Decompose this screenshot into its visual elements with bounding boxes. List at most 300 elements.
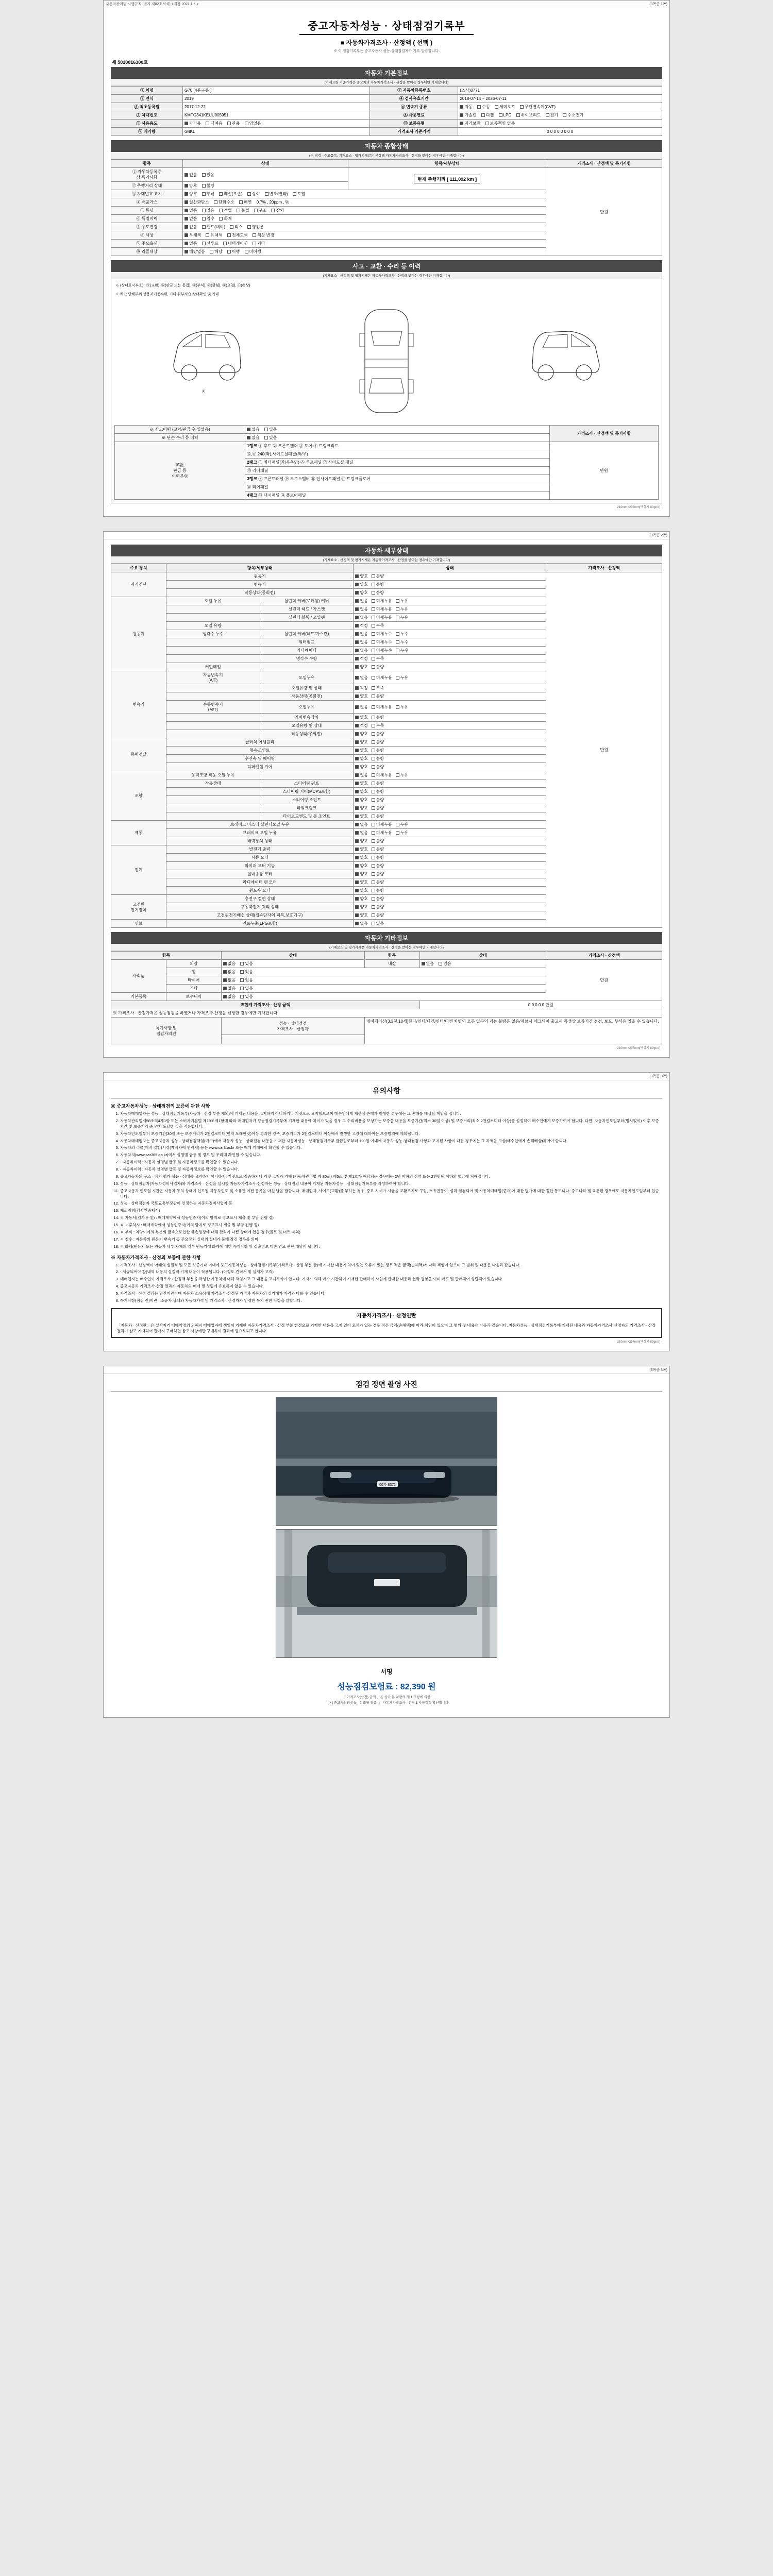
option[interactable]: 양호 [355,855,367,860]
option[interactable]: 없음 [247,427,259,432]
checkbox-icon[interactable] [372,632,375,636]
checkbox-icon[interactable] [372,790,375,793]
option[interactable]: 없음 [184,208,197,213]
option[interactable]: 없음 [223,994,236,999]
checkbox-icon[interactable] [372,705,375,709]
option[interactable]: 부족 [372,685,384,691]
option[interactable]: 불량 [372,789,384,794]
option[interactable]: 있음 [240,977,253,983]
checkbox-icon[interactable] [223,962,227,965]
option[interactable]: 훼손(오손) [219,191,242,197]
checkbox-icon[interactable] [265,192,268,196]
option[interactable]: 내비게이션 [223,241,248,246]
checkbox-icon[interactable] [520,105,524,109]
option[interactable]: 없음 [355,704,367,710]
option[interactable]: 해당없음 [184,249,205,255]
option[interactable]: 양호 [355,846,367,852]
checkbox-icon[interactable] [184,192,188,196]
warranty-option[interactable]: 자가보증 [460,121,480,126]
checkbox-icon[interactable] [184,200,188,204]
checkbox-icon[interactable] [422,962,425,965]
option[interactable]: 있음 [264,435,277,440]
warranty-option[interactable]: 보증책임 없음 [485,121,515,126]
option[interactable]: 미세누유 [372,772,392,778]
checkbox-icon[interactable] [396,640,399,644]
option[interactable]: 렌트(대여) [202,224,225,230]
option[interactable]: 누유 [396,830,408,836]
option[interactable]: 양호 [355,764,367,770]
checkbox-icon[interactable] [372,897,375,901]
option[interactable]: 양호 [355,797,367,803]
option[interactable]: 화재 [219,216,231,222]
option[interactable]: 적법 [219,208,231,213]
option[interactable]: 없음 [422,961,434,967]
option[interactable]: 없음 [355,675,367,681]
checkbox-icon[interactable] [372,782,375,785]
checkbox-icon[interactable] [355,864,359,868]
option[interactable]: 있음 [240,994,253,999]
checkbox-icon[interactable] [202,192,206,196]
option[interactable]: 없음 [223,969,236,975]
checkbox-icon[interactable] [355,649,359,652]
option[interactable]: 불량 [372,693,384,699]
checkbox-icon[interactable] [372,676,375,680]
checkbox-icon[interactable] [372,657,375,660]
option[interactable]: 없음 [247,435,259,440]
option[interactable]: 양호 [355,664,367,670]
option[interactable]: 없음 [355,631,367,637]
option[interactable]: 없음 [355,615,367,620]
checkbox-icon[interactable] [223,978,227,982]
option[interactable]: 양호 [355,715,367,720]
option[interactable]: 부족 [372,723,384,728]
option[interactable]: 적정 [355,623,367,629]
checkbox-icon[interactable] [355,740,359,744]
option[interactable]: 양호 [355,739,367,745]
option[interactable]: 선루프 [202,241,219,246]
option[interactable]: 누수 [396,631,408,637]
fuel-option[interactable]: 가솔린 [460,112,476,118]
checkbox-icon[interactable] [546,113,549,117]
checkbox-icon[interactable] [396,649,399,652]
option[interactable]: 적정 [355,723,367,728]
checkbox-icon[interactable] [247,428,250,431]
option[interactable]: 누유 [396,598,408,604]
checkbox-icon[interactable] [355,880,359,884]
checkbox-icon[interactable] [372,574,375,578]
checkbox-icon[interactable] [355,905,359,909]
checkbox-icon[interactable] [396,676,399,680]
checkbox-icon[interactable] [372,864,375,868]
checkbox-icon[interactable] [460,105,463,109]
checkbox-icon[interactable] [223,242,227,245]
option[interactable]: 없음 [355,822,367,827]
checkbox-icon[interactable] [355,665,359,669]
checkbox-icon[interactable] [202,184,206,188]
checkbox-icon[interactable] [184,225,188,229]
option[interactable]: 있음 [240,969,253,975]
option[interactable]: 양호 [355,756,367,761]
checkbox-icon[interactable] [355,831,359,835]
checkbox-icon[interactable] [372,831,375,835]
checkbox-icon[interactable] [247,436,250,439]
checkbox-icon[interactable] [355,676,359,680]
checkbox-icon[interactable] [355,773,359,777]
checkbox-icon[interactable] [355,686,359,690]
checkbox-icon[interactable] [372,839,375,843]
checkbox-icon[interactable] [563,113,566,117]
checkbox-icon[interactable] [355,815,359,818]
checkbox-icon[interactable] [372,913,375,917]
usage-option[interactable]: 대여용 [206,121,222,126]
option[interactable]: 장치 [271,208,283,213]
checkbox-icon[interactable] [355,806,359,810]
option[interactable]: 매연 [239,199,251,205]
option[interactable]: 불량 [372,814,384,819]
option[interactable]: 양호 [355,781,367,786]
checkbox-icon[interactable] [372,889,375,892]
option[interactable]: 양호 [355,748,367,753]
option[interactable]: 미세누수 [372,631,392,637]
checkbox-icon[interactable] [355,757,359,760]
checkbox-icon[interactable] [396,831,399,835]
checkbox-icon[interactable] [485,122,489,125]
option[interactable]: 누유 [396,704,408,710]
checkbox-icon[interactable] [372,599,375,603]
option[interactable]: 있음 [202,208,214,213]
option[interactable]: 누유 [396,615,408,620]
option[interactable]: 불량 [372,756,384,761]
checkbox-icon[interactable] [372,640,375,644]
option[interactable]: 없음 [355,639,367,645]
checkbox-icon[interactable] [223,970,227,974]
checkbox-icon[interactable] [223,995,227,998]
checkbox-icon[interactable] [372,773,375,777]
option[interactable]: 있음 [264,427,277,432]
option[interactable]: 부족 [372,656,384,662]
option[interactable]: 부식 [202,191,214,197]
checkbox-icon[interactable] [372,922,375,925]
option[interactable]: 불량 [372,912,384,918]
checkbox-icon[interactable] [372,749,375,752]
checkbox-icon[interactable] [355,922,359,925]
checkbox-icon[interactable] [355,640,359,644]
checkbox-icon[interactable] [396,616,399,619]
checkbox-icon[interactable] [355,624,359,628]
checkbox-icon[interactable] [372,624,375,628]
option[interactable]: 양호 [355,838,367,844]
checkbox-icon[interactable] [372,880,375,884]
option[interactable]: 적정 [355,656,367,662]
option[interactable]: 있음 [202,172,214,178]
option[interactable]: 불량 [202,183,214,189]
usage-option[interactable]: 관용 [227,121,240,126]
option[interactable]: 있음 [240,986,253,991]
checkbox-icon[interactable] [184,242,188,245]
checkbox-icon[interactable] [239,200,243,204]
checkbox-icon[interactable] [184,209,188,212]
option[interactable]: 없음 [355,606,367,612]
checkbox-icon[interactable] [184,250,188,253]
checkbox-icon[interactable] [230,225,233,229]
checkbox-icon[interactable] [254,209,258,212]
option[interactable]: 불량 [372,888,384,893]
option[interactable]: 불량 [372,764,384,770]
checkbox-icon[interactable] [240,995,244,998]
option[interactable]: 누수 [396,639,408,645]
checkbox-icon[interactable] [396,705,399,709]
option[interactable]: 이행 [227,249,240,255]
option[interactable]: 양호 [355,912,367,918]
option[interactable]: 불량 [372,863,384,869]
transmission-option[interactable]: 무단변속기(CVT) [520,104,556,110]
option[interactable]: 불량 [372,748,384,753]
option[interactable]: 변조(변타) [265,191,288,197]
option[interactable]: 불량 [372,582,384,587]
checkbox-icon[interactable] [396,632,399,636]
checkbox-icon[interactable] [184,173,188,177]
checkbox-icon[interactable] [372,607,375,611]
option[interactable]: 없음 [355,598,367,604]
checkbox-icon[interactable] [372,806,375,810]
fuel-option[interactable]: LPG [499,113,512,117]
option[interactable]: 있음 [372,921,384,926]
checkbox-icon[interactable] [355,694,359,698]
option[interactable]: 미세누수 [372,648,392,653]
checkbox-icon[interactable] [355,848,359,851]
checkbox-icon[interactable] [240,970,244,974]
usage-option[interactable]: 자가용 [184,121,201,126]
checkbox-icon[interactable] [355,599,359,603]
option[interactable]: 무채색 [184,232,201,238]
option[interactable]: 없음 [355,772,367,778]
checkbox-icon[interactable] [184,217,188,221]
option[interactable]: 탄화수소 [214,199,234,205]
option[interactable]: 없음 [223,986,236,991]
option[interactable]: 미세누유 [372,598,392,604]
option[interactable]: 양호 [355,871,367,877]
checkbox-icon[interactable] [477,105,481,109]
option[interactable]: 없음 [223,977,236,983]
option[interactable]: 없음 [355,830,367,836]
option[interactable]: 양호 [355,863,367,869]
checkbox-icon[interactable] [271,209,275,212]
checkbox-icon[interactable] [460,122,463,125]
checkbox-icon[interactable] [214,200,217,204]
checkbox-icon[interactable] [372,665,375,669]
checkbox-icon[interactable] [184,233,188,237]
checkbox-icon[interactable] [396,823,399,826]
option[interactable]: 미세누유 [372,830,392,836]
option[interactable]: 전체도색 [227,232,248,238]
checkbox-icon[interactable] [372,591,375,595]
option[interactable]: 불량 [372,879,384,885]
usage-option[interactable]: 영업용 [245,121,261,126]
checkbox-icon[interactable] [372,823,375,826]
option[interactable]: 불량 [372,838,384,844]
checkbox-icon[interactable] [293,192,296,196]
option[interactable]: 색상 변경 [253,232,274,238]
checkbox-icon[interactable] [355,798,359,802]
checkbox-icon[interactable] [206,233,209,237]
option[interactable]: 있음 [439,961,451,967]
option[interactable]: 불량 [372,896,384,902]
checkbox-icon[interactable] [355,839,359,843]
checkbox-icon[interactable] [253,242,256,245]
checkbox-icon[interactable] [355,823,359,826]
option[interactable]: 누유 [396,772,408,778]
option[interactable]: 미세누유 [372,822,392,827]
fuel-option[interactable]: 디젤 [481,112,494,118]
checkbox-icon[interactable] [202,217,206,221]
checkbox-icon[interactable] [184,122,188,125]
option[interactable]: 리스 [230,224,242,230]
fuel-option[interactable]: 하이브리드 [516,112,541,118]
checkbox-icon[interactable] [219,209,223,212]
option[interactable]: 미세누유 [372,606,392,612]
checkbox-icon[interactable] [240,987,244,990]
option[interactable]: 미세누유 [372,615,392,620]
option[interactable]: 유채색 [206,232,222,238]
option[interactable]: 없음 [355,921,367,926]
option[interactable]: 불량 [372,739,384,745]
checkbox-icon[interactable] [355,724,359,727]
checkbox-icon[interactable] [219,217,223,221]
option[interactable]: 부족 [372,623,384,629]
option[interactable]: 도말 [293,191,305,197]
option[interactable]: 불량 [372,871,384,877]
option[interactable]: 기타 [253,241,265,246]
checkbox-icon[interactable] [372,616,375,619]
checkbox-icon[interactable] [355,591,359,595]
option[interactable]: 양호 [355,904,367,910]
option[interactable]: 없음 [184,172,197,178]
option[interactable]: 없음 [223,961,236,967]
option[interactable]: 누유 [396,675,408,681]
checkbox-icon[interactable] [372,724,375,727]
checkbox-icon[interactable] [355,607,359,611]
checkbox-icon[interactable] [372,686,375,690]
fuel-option[interactable]: 수소전기 [563,112,583,118]
checkbox-icon[interactable] [372,649,375,652]
option[interactable]: 양호 [355,693,367,699]
option[interactable]: 일산화탄소 [184,199,209,205]
option[interactable]: 없음 [184,224,197,230]
checkbox-icon[interactable] [253,233,256,237]
checkbox-icon[interactable] [355,574,359,578]
option[interactable]: 누수 [396,648,408,653]
option[interactable]: 양호 [355,789,367,794]
option[interactable]: 양호 [355,590,367,596]
option[interactable]: 양호 [184,191,197,197]
checkbox-icon[interactable] [396,599,399,603]
option[interactable]: 없음 [184,216,197,222]
checkbox-icon[interactable] [355,657,359,660]
option[interactable]: 양호 [355,814,367,819]
checkbox-icon[interactable] [439,962,442,965]
option[interactable]: 양호 [355,582,367,587]
option[interactable]: 불량 [372,731,384,737]
option[interactable]: 양호 [355,731,367,737]
checkbox-icon[interactable] [245,122,248,125]
checkbox-icon[interactable] [372,732,375,736]
checkbox-icon[interactable] [227,122,231,125]
checkbox-icon[interactable] [202,242,206,245]
checkbox-icon[interactable] [247,225,251,229]
transmission-option[interactable]: 자동 [460,104,472,110]
option[interactable]: 미세누수 [372,639,392,645]
checkbox-icon[interactable] [495,105,498,109]
option[interactable]: 불량 [372,904,384,910]
option[interactable]: 미세누유 [372,704,392,710]
checkbox-icon[interactable] [372,765,375,769]
checkbox-icon[interactable] [184,184,188,188]
option[interactable]: 양호 [355,573,367,579]
checkbox-icon[interactable] [355,749,359,752]
checkbox-icon[interactable] [372,694,375,698]
checkbox-icon[interactable] [481,113,485,117]
checkbox-icon[interactable] [237,209,240,212]
checkbox-icon[interactable] [264,436,268,439]
checkbox-icon[interactable] [355,790,359,793]
checkbox-icon[interactable] [396,607,399,611]
option[interactable]: 불량 [372,846,384,852]
option[interactable]: 불량 [372,855,384,860]
checkbox-icon[interactable] [499,113,502,117]
option[interactable]: 미이행 [245,249,261,255]
checkbox-icon[interactable] [206,122,209,125]
checkbox-icon[interactable] [355,897,359,901]
option[interactable]: 불량 [372,715,384,720]
checkbox-icon[interactable] [372,815,375,818]
checkbox-icon[interactable] [372,740,375,744]
checkbox-icon[interactable] [355,705,359,709]
transmission-option[interactable]: 세미오토 [495,104,515,110]
checkbox-icon[interactable] [264,428,268,431]
checkbox-icon[interactable] [355,583,359,586]
checkbox-icon[interactable] [372,872,375,876]
checkbox-icon[interactable] [227,233,231,237]
option[interactable]: 불량 [372,573,384,579]
option[interactable]: 불량 [372,590,384,596]
option[interactable]: 해당 [210,249,222,255]
option[interactable]: 누유 [396,822,408,827]
checkbox-icon[interactable] [372,856,375,859]
checkbox-icon[interactable] [240,978,244,982]
option[interactable]: 침수 [202,216,214,222]
checkbox-icon[interactable] [355,716,359,719]
checkbox-icon[interactable] [372,848,375,851]
option[interactable]: 불량 [372,664,384,670]
option[interactable]: 구조 [254,208,266,213]
option[interactable]: 영업용 [247,224,264,230]
checkbox-icon[interactable] [372,905,375,909]
checkbox-icon[interactable] [355,856,359,859]
option[interactable]: 미세누유 [372,675,392,681]
checkbox-icon[interactable] [223,987,227,990]
option[interactable]: 불법 [237,208,249,213]
checkbox-icon[interactable] [355,889,359,892]
option[interactable]: 없음 [184,241,197,246]
fuel-option[interactable]: 전기 [546,112,558,118]
option[interactable]: 불량 [372,797,384,803]
checkbox-icon[interactable] [355,616,359,619]
checkbox-icon[interactable] [355,913,359,917]
option[interactable]: 없음 [355,648,367,653]
transmission-option[interactable]: 수동 [477,104,490,110]
checkbox-icon[interactable] [202,209,206,212]
checkbox-icon[interactable] [202,173,206,177]
